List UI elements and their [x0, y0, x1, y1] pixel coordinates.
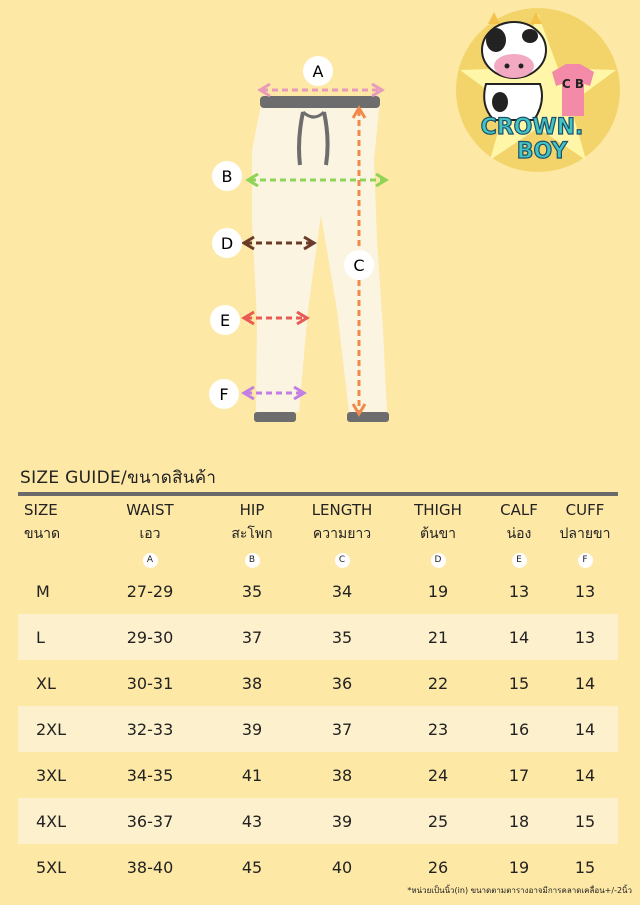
measurement-cell: 15	[574, 857, 596, 877]
measurement-cell: 15	[552, 798, 618, 844]
measurement-cell: 39	[294, 798, 390, 844]
table-row	[18, 614, 618, 660]
measurement-cell: 15	[508, 673, 530, 693]
arrow-a	[260, 84, 382, 96]
column-header-en: HIP	[239, 501, 265, 519]
size-cell: L	[18, 614, 90, 660]
label-d: D	[220, 234, 234, 253]
measurement-cell: 22	[427, 673, 449, 693]
size-cell: 4XL	[18, 798, 90, 844]
measurement-cell: 26	[427, 857, 449, 877]
table-row	[18, 798, 618, 844]
table-row	[18, 706, 618, 752]
title-divider	[18, 492, 618, 496]
measurement-cell: 14	[574, 765, 596, 785]
measurement-cell: 35	[241, 581, 263, 601]
column-header-th: ต้นขา	[419, 526, 457, 542]
measurement-cell: 37	[210, 614, 294, 660]
size-table	[18, 498, 618, 890]
column-header-th: ปลายขา	[559, 526, 611, 542]
measurement-cell: 43	[210, 798, 294, 844]
column-header-th: ความยาว	[312, 526, 372, 542]
column-header-th: เอว	[139, 526, 161, 542]
label-a: A	[312, 62, 324, 81]
measurement-letter: D	[431, 553, 446, 568]
size-cell: M	[36, 581, 50, 601]
measurement-cell: 24	[427, 765, 449, 785]
measurement-letter: E	[512, 553, 527, 568]
size-cell: 2XL	[18, 706, 90, 752]
measurement-cell: 38	[241, 673, 263, 693]
measurement-cell: 14	[574, 673, 596, 693]
label-c: C	[353, 256, 365, 275]
measurement-cell: 32-33	[90, 706, 210, 752]
label-b: B	[221, 167, 233, 186]
column-header-en: CUFF	[565, 501, 605, 519]
brand-line2: BOY	[516, 139, 568, 164]
left-cuff	[254, 412, 296, 422]
column-header-en: LENGTH	[311, 501, 373, 519]
size-table-body	[18, 568, 618, 890]
measurement-cell: 16	[486, 706, 552, 752]
measurement-cell: 19	[427, 581, 449, 601]
measurement-cell: 13	[508, 581, 530, 601]
size-cell: 5XL	[36, 857, 67, 877]
measurement-cell: 45	[241, 857, 263, 877]
measurement-cell: 39	[210, 706, 294, 752]
brand-line1: CROWN.	[480, 115, 584, 140]
measurement-cell: 17	[508, 765, 530, 785]
measurement-cell: 38	[331, 765, 353, 785]
letter-row	[18, 546, 618, 568]
measurement-cell: 36	[331, 673, 353, 693]
measurement-cell: 38-40	[126, 857, 174, 877]
waistband	[260, 96, 380, 108]
measurement-cell: 19	[508, 857, 530, 877]
label-f: F	[219, 385, 229, 404]
column-header	[18, 498, 90, 546]
column-header-en: CALF	[500, 501, 538, 519]
size-cell: XL	[36, 673, 56, 693]
measurement-cell: 36-37	[90, 798, 210, 844]
measurement-cell: 18	[486, 798, 552, 844]
measurement-cell: 41	[241, 765, 263, 785]
measurement-cell: 21	[390, 614, 486, 660]
size-guide-title: SIZE GUIDE/ขนาดสินค้า	[20, 468, 217, 488]
measurement-cell: 37	[294, 706, 390, 752]
right-cuff	[347, 412, 389, 422]
measurement-cell: 27-29	[126, 581, 174, 601]
column-header	[390, 498, 486, 546]
crown-boy-logo	[450, 6, 630, 176]
column-header	[294, 498, 390, 546]
measurement-letter: A	[143, 553, 158, 568]
measurement-cell: 13	[552, 614, 618, 660]
column-header-th: น่อง	[506, 526, 532, 542]
measurement-cell: 30-31	[126, 673, 174, 693]
column-header-en: SIZE	[24, 501, 58, 519]
column-header	[552, 498, 618, 546]
measurement-cell: 34-35	[126, 765, 174, 785]
column-header	[90, 498, 210, 546]
measurement-letter: F	[578, 553, 593, 568]
column-header	[210, 498, 294, 546]
measurement-cell: 29-30	[90, 614, 210, 660]
measurement-letter: B	[245, 553, 260, 568]
measurement-cell: 13	[574, 581, 596, 601]
measurement-cell: 34	[331, 581, 353, 601]
measurement-cell: 40	[331, 857, 353, 877]
column-header-th: ขนาด	[24, 526, 61, 542]
measurement-cell: 25	[390, 798, 486, 844]
size-cell: 3XL	[36, 765, 67, 785]
svg-text:C B: C B	[561, 77, 585, 91]
table-row	[18, 660, 618, 706]
measurement-cell: 14	[552, 706, 618, 752]
measurement-cell: 35	[294, 614, 390, 660]
table-row	[18, 752, 618, 798]
measurement-letter: C	[335, 553, 350, 568]
measurement-cell: 23	[390, 706, 486, 752]
measurement-cell: 14	[486, 614, 552, 660]
column-header-th: สะโพก	[231, 526, 273, 542]
column-header-en: WAIST	[126, 501, 174, 519]
column-header-en: THIGH	[414, 501, 462, 519]
column-header	[486, 498, 552, 546]
header-row	[18, 498, 618, 546]
table-row	[18, 568, 618, 614]
label-e: E	[219, 311, 231, 330]
measurement-note: *หน่วยเป็นนิ้ว(in) ขนาดตามตารางอาจมีการคลาดเคลื่อน+/-2นิ้ว	[407, 886, 632, 895]
